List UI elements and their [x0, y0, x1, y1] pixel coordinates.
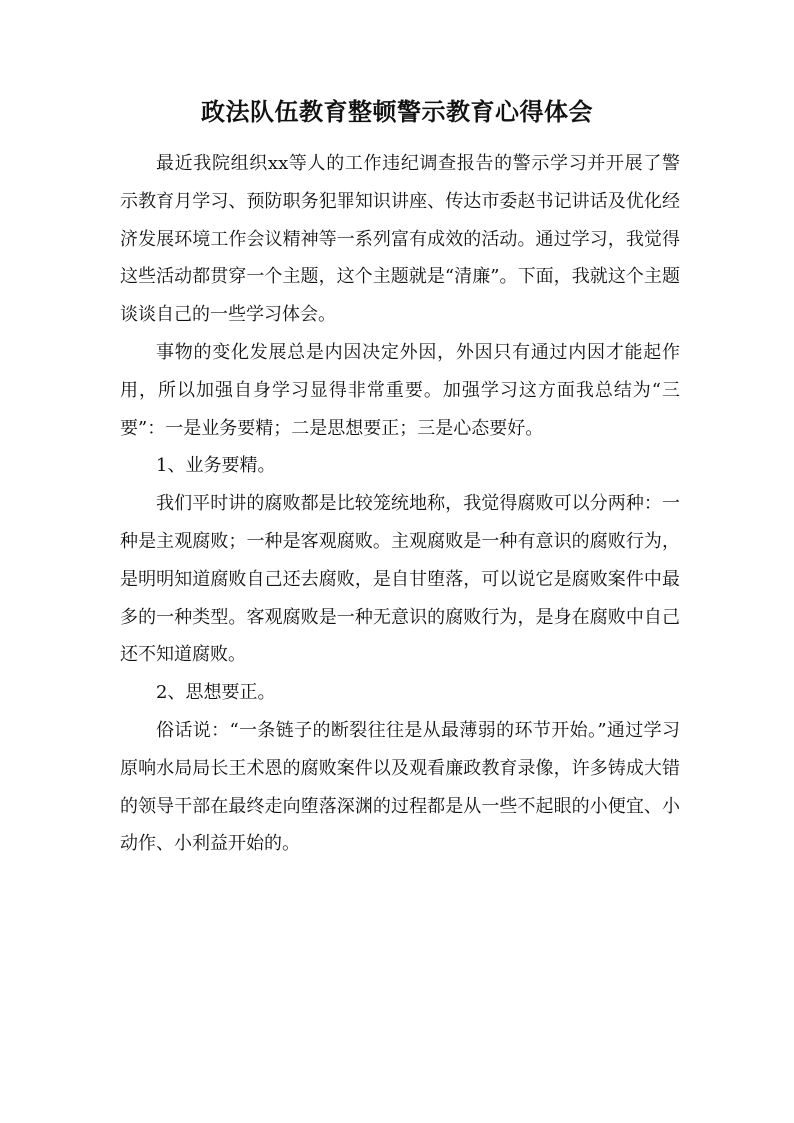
document-title: 政法队伍教育整顿警示教育心得体会 — [201, 98, 593, 126]
heading-business-skills: 1、业务要精。 — [156, 455, 276, 477]
paragraph-intro: 最近我院组织xx等人的工作违纪调查报告的警示学习并开展了警示教育月学习、预防职务犯罪知识讲座、传达市委赵书记讲话及优化经济发展环境工作会议精神等一系列富有成效的活动。通过学习，我觉得这些活动都贯穿一个主题，这个主题就是“清廉”。下面，我就这个主题谈谈自己的一些学习体会。 — [120, 153, 680, 326]
paragraph-corruption-types: 我们平时讲的腐败都是比较笼统地称，我觉得腐败可以分两种：一种是主观腐败；一种是客观腐败。主观腐败是一种有意识的腐败行为，是明明知道腐败自己还去腐败，是自甘堕落，可以说它是腐败案件中最多的一种类型。客观腐败是一种无意识的腐败行为，是身在腐败中自己还不知道腐败。 — [120, 493, 680, 666]
paragraph-proverb: 俗话说：“一条链子的断裂往往是从最薄弱的环节开始。”通过学习原响水局局长王术恩的腐败案件以及观看廉政教育录像，许多铸成大错的领导干部在最终走向堕落深渊的过程都是从一些不起眼的小便宜、小动作、小利益开始的。 — [120, 719, 680, 855]
heading-right-thinking: 2、思想要正。 — [156, 682, 276, 704]
document-body — [120, 145, 680, 863]
paragraph-three-requirements: 事物的变化发展总是内因决定外因，外因只有通过内因才能起作用，所以加强自身学习显得非常重要。加强学习这方面我总结为“三要”：一是业务要精；二是思想要正；三是心态要好。 — [120, 341, 680, 439]
